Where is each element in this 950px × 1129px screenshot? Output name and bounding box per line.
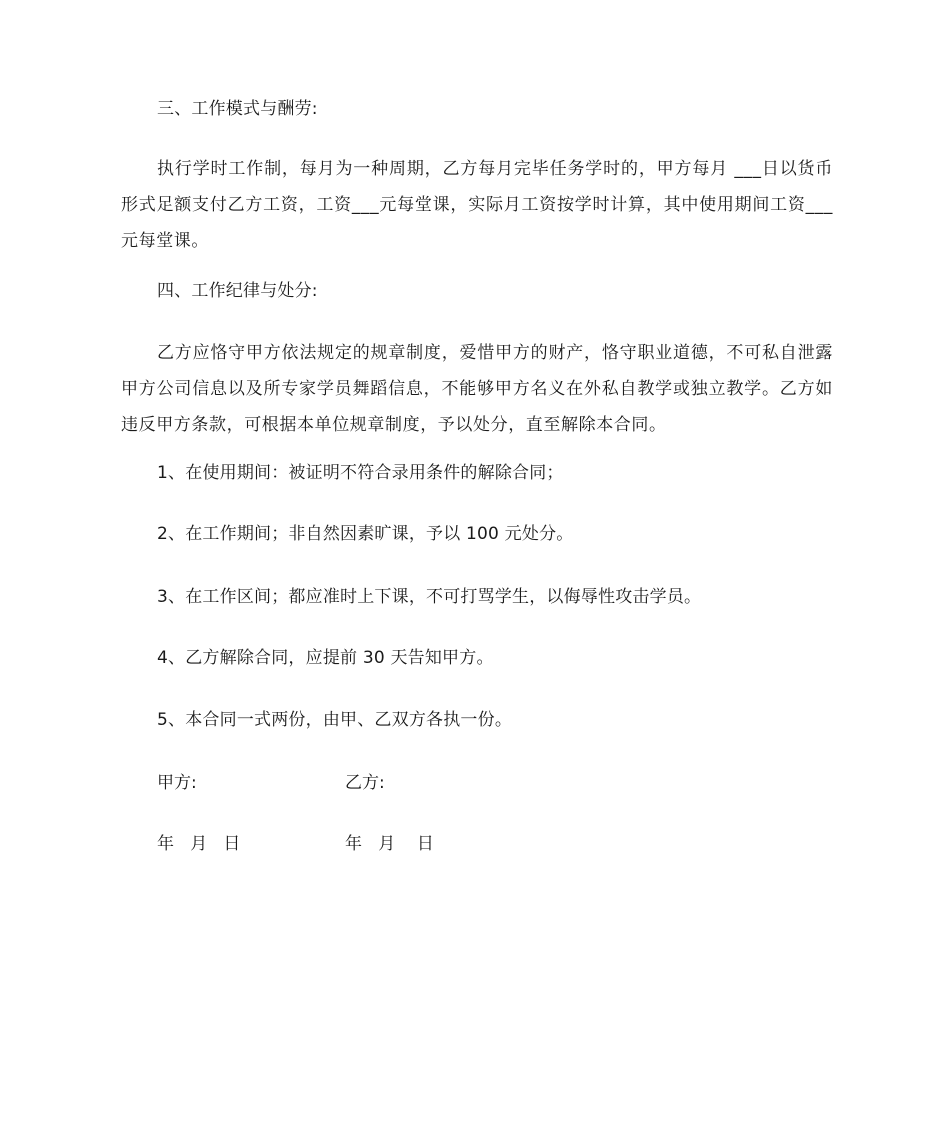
section-4-body: 乙方应恪守甲方依法规定的规章制度，爱惜甲方的财产，恪守职业道德，不可私自泄露甲方公司信息以及所专家学员舞蹈信息，不能够甲方名义在外私自教学或独立教学。乙方如违反甲方条款，可根据本单位规章制度，予以处分，直至解除本合同。 [121,343,833,435]
party-b-label: 乙方: [345,773,385,793]
party-a-date: 年 月 日 [157,834,241,854]
section-4-heading: 四、工作纪律与处分: [157,281,318,301]
section-3-body: 执行学时工作制，每月为一种周期，乙方每月完毕任务学时的，甲方每月 ___日以货币形式足额支付乙方工资，工资___元每堂课，实际月工资按学时计算，其中使用期间工资___元每堂课。 [121,159,833,251]
section-3-heading: 三、工作模式与酬劳: [157,99,318,119]
party-a-label: 甲方: [157,773,197,793]
clause-item-2: 2、在工作期间；非自然因素旷课，予以 100 元处分。 [157,524,574,544]
clause-item-1: 1、在使用期间：被证明不符合录用条件的解除合同； [157,463,564,483]
clause-item-4: 4、乙方解除合同，应提前 30 天告知甲方。 [157,648,494,668]
party-b-date: 年 月 日 [345,834,434,854]
clause-item-3: 3、在工作区间；都应准时上下课，不可打骂学生，以侮辱性攻击学员。 [157,587,702,607]
clause-item-5: 5、本合同一式两份，由甲、乙双方各执一份。 [157,710,513,730]
